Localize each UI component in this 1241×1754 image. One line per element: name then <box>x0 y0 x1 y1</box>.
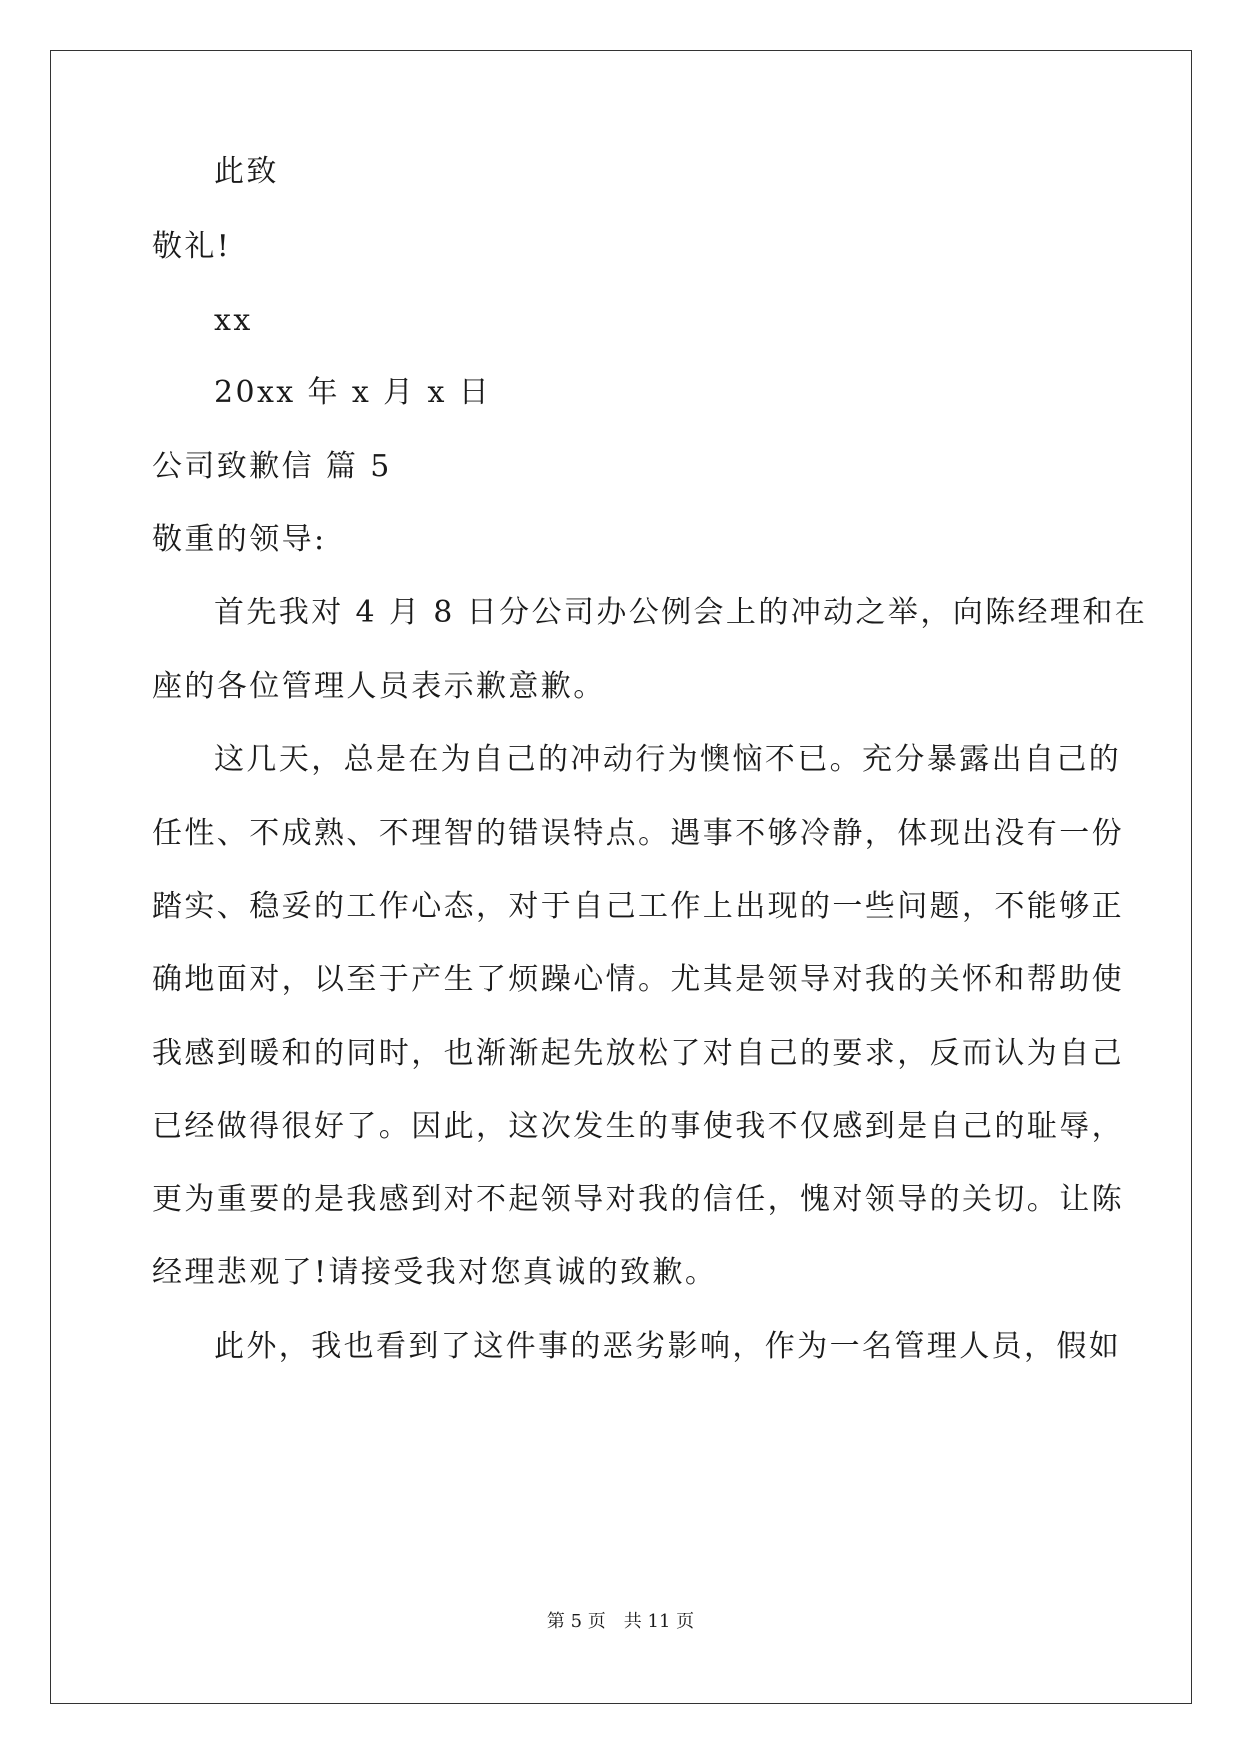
body-line: 我感到暖和的同时，也渐渐起先放松了对自己的要求，反而认为自己 <box>152 1036 1124 1071</box>
page-number: 第 5 页 共 11 页 <box>546 1611 695 1632</box>
body-line: 踏实、稳妥的工作心态，对于自己工作上出现的一些问题，不能够正 <box>152 889 1124 924</box>
body-line: 座的各位管理人员表示歉意歉。 <box>152 669 606 704</box>
signature: xx <box>214 303 253 338</box>
body-line: 任性、不成熟、不理智的错误特点。遇事不够冷静，体现出没有一份 <box>152 816 1124 851</box>
addressee: 敬重的领导: <box>152 522 327 557</box>
body-line: 首先我对 4 月 8 日分公司办公例会上的冲动之举，向陈经理和在 <box>214 595 1148 630</box>
page-border <box>50 50 1192 1704</box>
body-line: 已经做得很好了。因此，这次发生的事使我不仅感到是自己的耻辱， <box>152 1109 1124 1144</box>
section-title: 公司致歉信 篇 5 <box>152 449 392 484</box>
body-line: 此外，我也看到了这件事的恶劣影响，作为一名管理人员，假如 <box>214 1329 1122 1364</box>
body-line: 确地面对，以至于产生了烦躁心情。尤其是领导对我的关怀和帮助使 <box>152 962 1124 997</box>
letter-date: 20xx 年 x 月 x 日 <box>214 375 492 410</box>
body-line: 更为重要的是我感到对不起领导对我的信任，愧对领导的关切。让陈 <box>152 1182 1124 1217</box>
body-line: 这几天，总是在为自己的冲动行为懊恼不已。充分暴露出自己的 <box>214 742 1122 777</box>
body-line: 经理悲观了!请接受我对您真诚的致歉。 <box>152 1255 718 1290</box>
closing-regards: 敬礼! <box>152 229 232 264</box>
closing-salutation: 此致 <box>214 154 279 189</box>
